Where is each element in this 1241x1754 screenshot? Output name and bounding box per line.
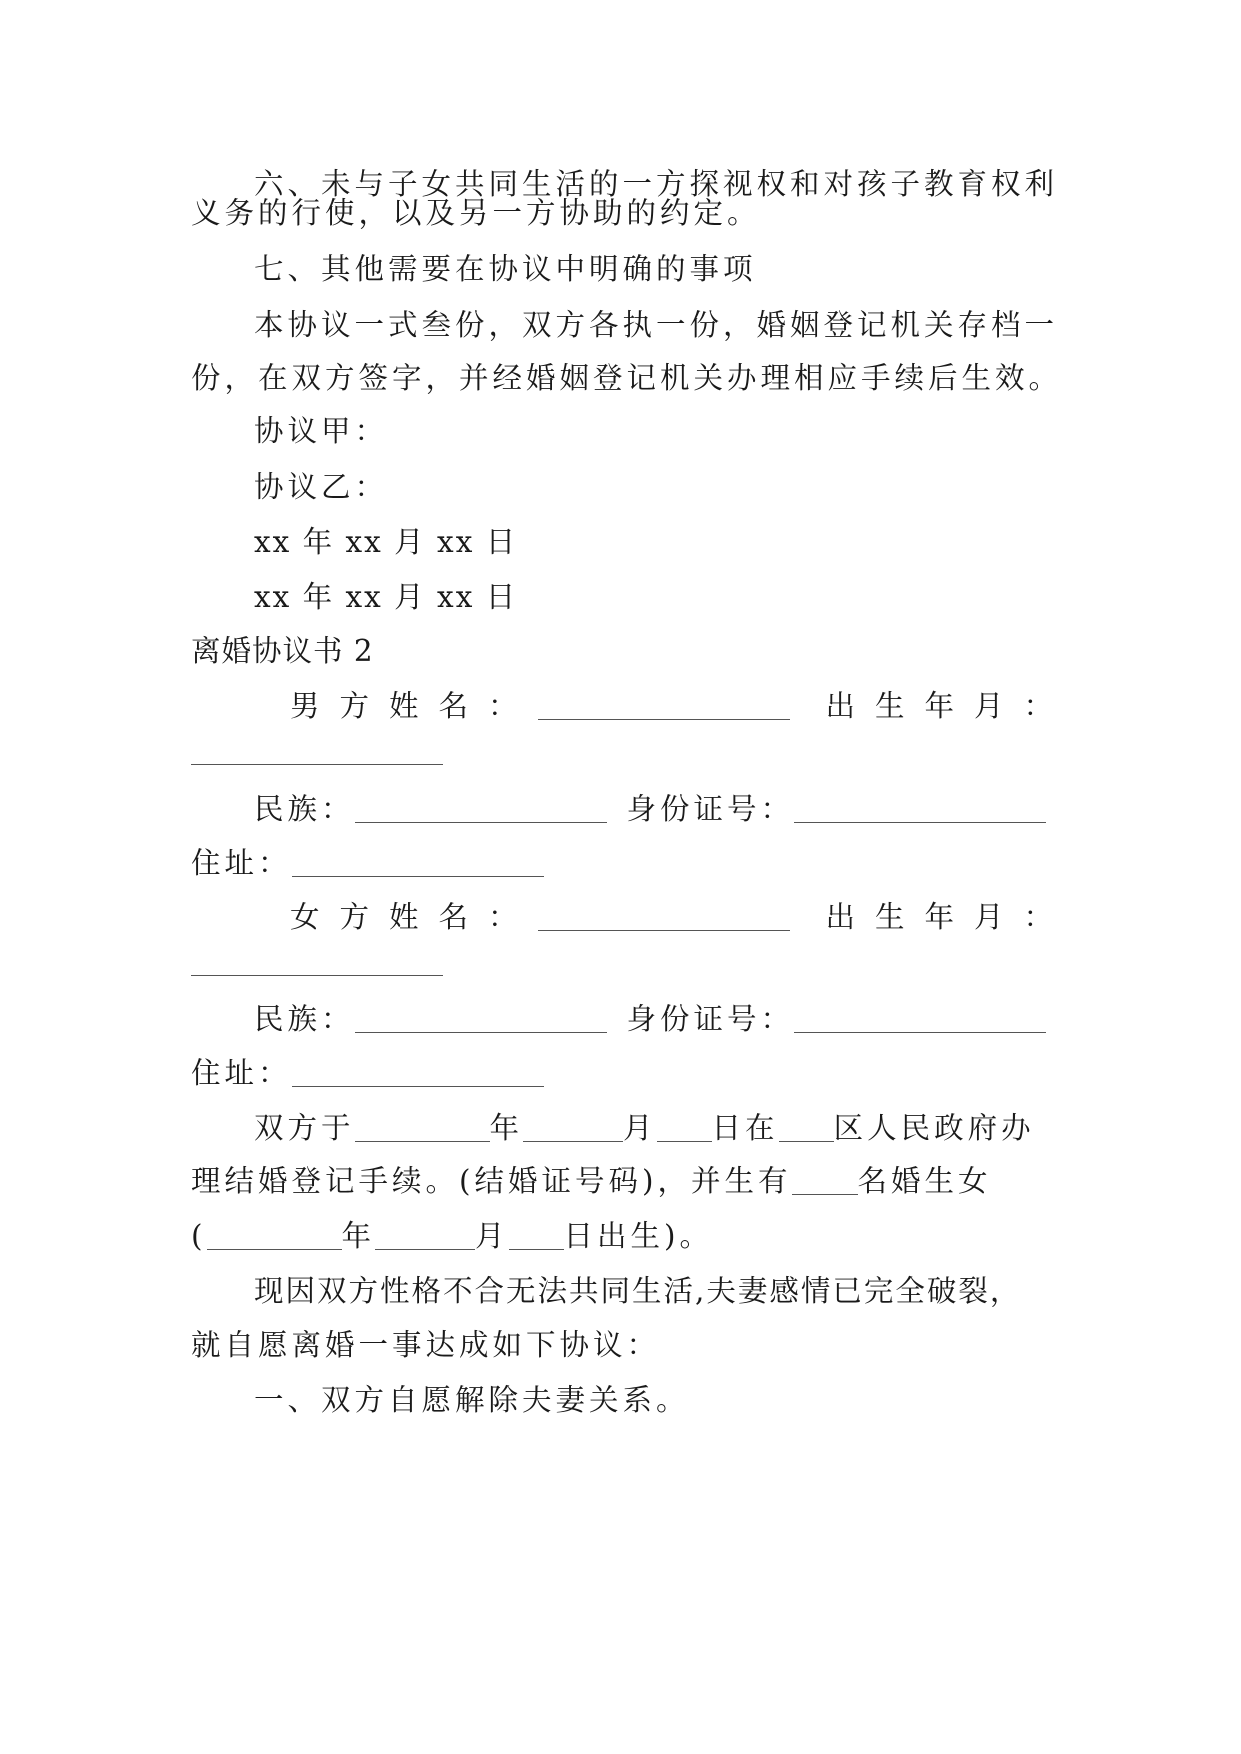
birth-month-label: 月 xyxy=(475,1219,509,1253)
male-address-row xyxy=(191,834,1071,892)
male-address-blank[interactable] xyxy=(292,875,544,877)
birth-year-label: 年 xyxy=(341,1219,376,1253)
female-birth-label: 出生年月： xyxy=(825,900,1074,934)
year-label: 年 xyxy=(489,1111,524,1145)
female-ethnic-row xyxy=(254,990,1074,1048)
month-blank[interactable] xyxy=(523,1140,623,1142)
clause-6-line-2: 义务的行使，以及另一方协助的约定。 xyxy=(191,196,761,230)
district-text: 区人民政府办 xyxy=(833,1111,1035,1145)
clause-1: 一、双方自愿解除夫妻关系。 xyxy=(254,1383,690,1417)
section-title-2: 离婚协议书 2 xyxy=(191,634,374,668)
female-address-label: 住址： xyxy=(191,1056,292,1090)
male-id-label: 身份证号： xyxy=(626,792,795,826)
party-a-label: 协议甲： xyxy=(254,414,389,448)
birth-day-blank[interactable] xyxy=(509,1248,564,1250)
paren-open: ( xyxy=(191,1219,207,1253)
male-birth-blank[interactable] xyxy=(191,763,443,765)
birth-month-blank[interactable] xyxy=(375,1248,475,1250)
day-label: 日在 xyxy=(711,1111,779,1145)
party-b-label: 协议乙： xyxy=(254,470,389,504)
male-ethnic-blank[interactable] xyxy=(355,821,607,823)
female-id-blank[interactable] xyxy=(794,1031,1046,1033)
male-address-label: 住址： xyxy=(191,846,292,880)
birth-year-blank[interactable] xyxy=(207,1248,342,1250)
children-count-blank[interactable] xyxy=(792,1193,858,1195)
date-line-1: xx 年 xx 月 xx 日 xyxy=(254,525,518,559)
month-label: 月 xyxy=(623,1111,657,1145)
male-ethnic-label: 民族： xyxy=(254,792,355,826)
district-blank[interactable] xyxy=(779,1140,834,1142)
date-line-2: xx 年 xx 月 xx 日 xyxy=(254,580,518,614)
reason-line-2: 就自愿离婚一事达成如下协议： xyxy=(191,1328,661,1362)
male-birth-blank-row xyxy=(191,722,1071,780)
year-blank[interactable] xyxy=(355,1140,490,1142)
children-text: 名婚生女 xyxy=(857,1164,992,1198)
female-id-label: 身份证号： xyxy=(626,1002,795,1036)
marriage-line-3 xyxy=(191,1207,1071,1265)
copies-line-2: 份，在双方签字，并经婚姻登记机关办理相应手续后生效。 xyxy=(191,361,1063,395)
female-ethnic-label: 民族： xyxy=(254,1002,355,1036)
female-address-row xyxy=(191,1044,1071,1102)
female-ethnic-blank[interactable] xyxy=(355,1031,607,1033)
male-name-label: 男方姓名： xyxy=(290,689,538,723)
male-ethnic-row xyxy=(254,780,1074,838)
clause-7: 七、其他需要在协议中明确的事项 xyxy=(254,252,757,286)
male-id-blank[interactable] xyxy=(794,821,1046,823)
birth-day-text: 日出生)。 xyxy=(563,1219,714,1253)
female-birth-blank[interactable] xyxy=(191,974,443,976)
copies-line-1: 本协议一式叁份，双方各执一份，婚姻登记机关存档一 xyxy=(254,308,1059,342)
female-name-blank[interactable] xyxy=(538,929,790,931)
marriage-text-2: 理结婚登记手续。(结婚证号码)，并生有 xyxy=(191,1164,792,1198)
female-name-label: 女方姓名： xyxy=(290,900,538,934)
male-name-blank[interactable] xyxy=(538,718,790,720)
marriage-line-1 xyxy=(254,1099,1074,1157)
marriage-text: 双方于 xyxy=(254,1111,355,1145)
female-address-blank[interactable] xyxy=(292,1085,544,1087)
clause-6-line-1: 六、未与子女共同生活的一方探视权和对孩子教育权利 xyxy=(254,167,1059,201)
day-blank[interactable] xyxy=(657,1140,712,1142)
male-birth-label: 出生年月： xyxy=(825,689,1074,723)
female-birth-blank-row xyxy=(191,933,1071,991)
marriage-line-2 xyxy=(191,1152,1071,1210)
reason-line-1: 现因双方性格不合无法共同生活,夫妻感情已完全破裂， xyxy=(254,1274,1022,1308)
